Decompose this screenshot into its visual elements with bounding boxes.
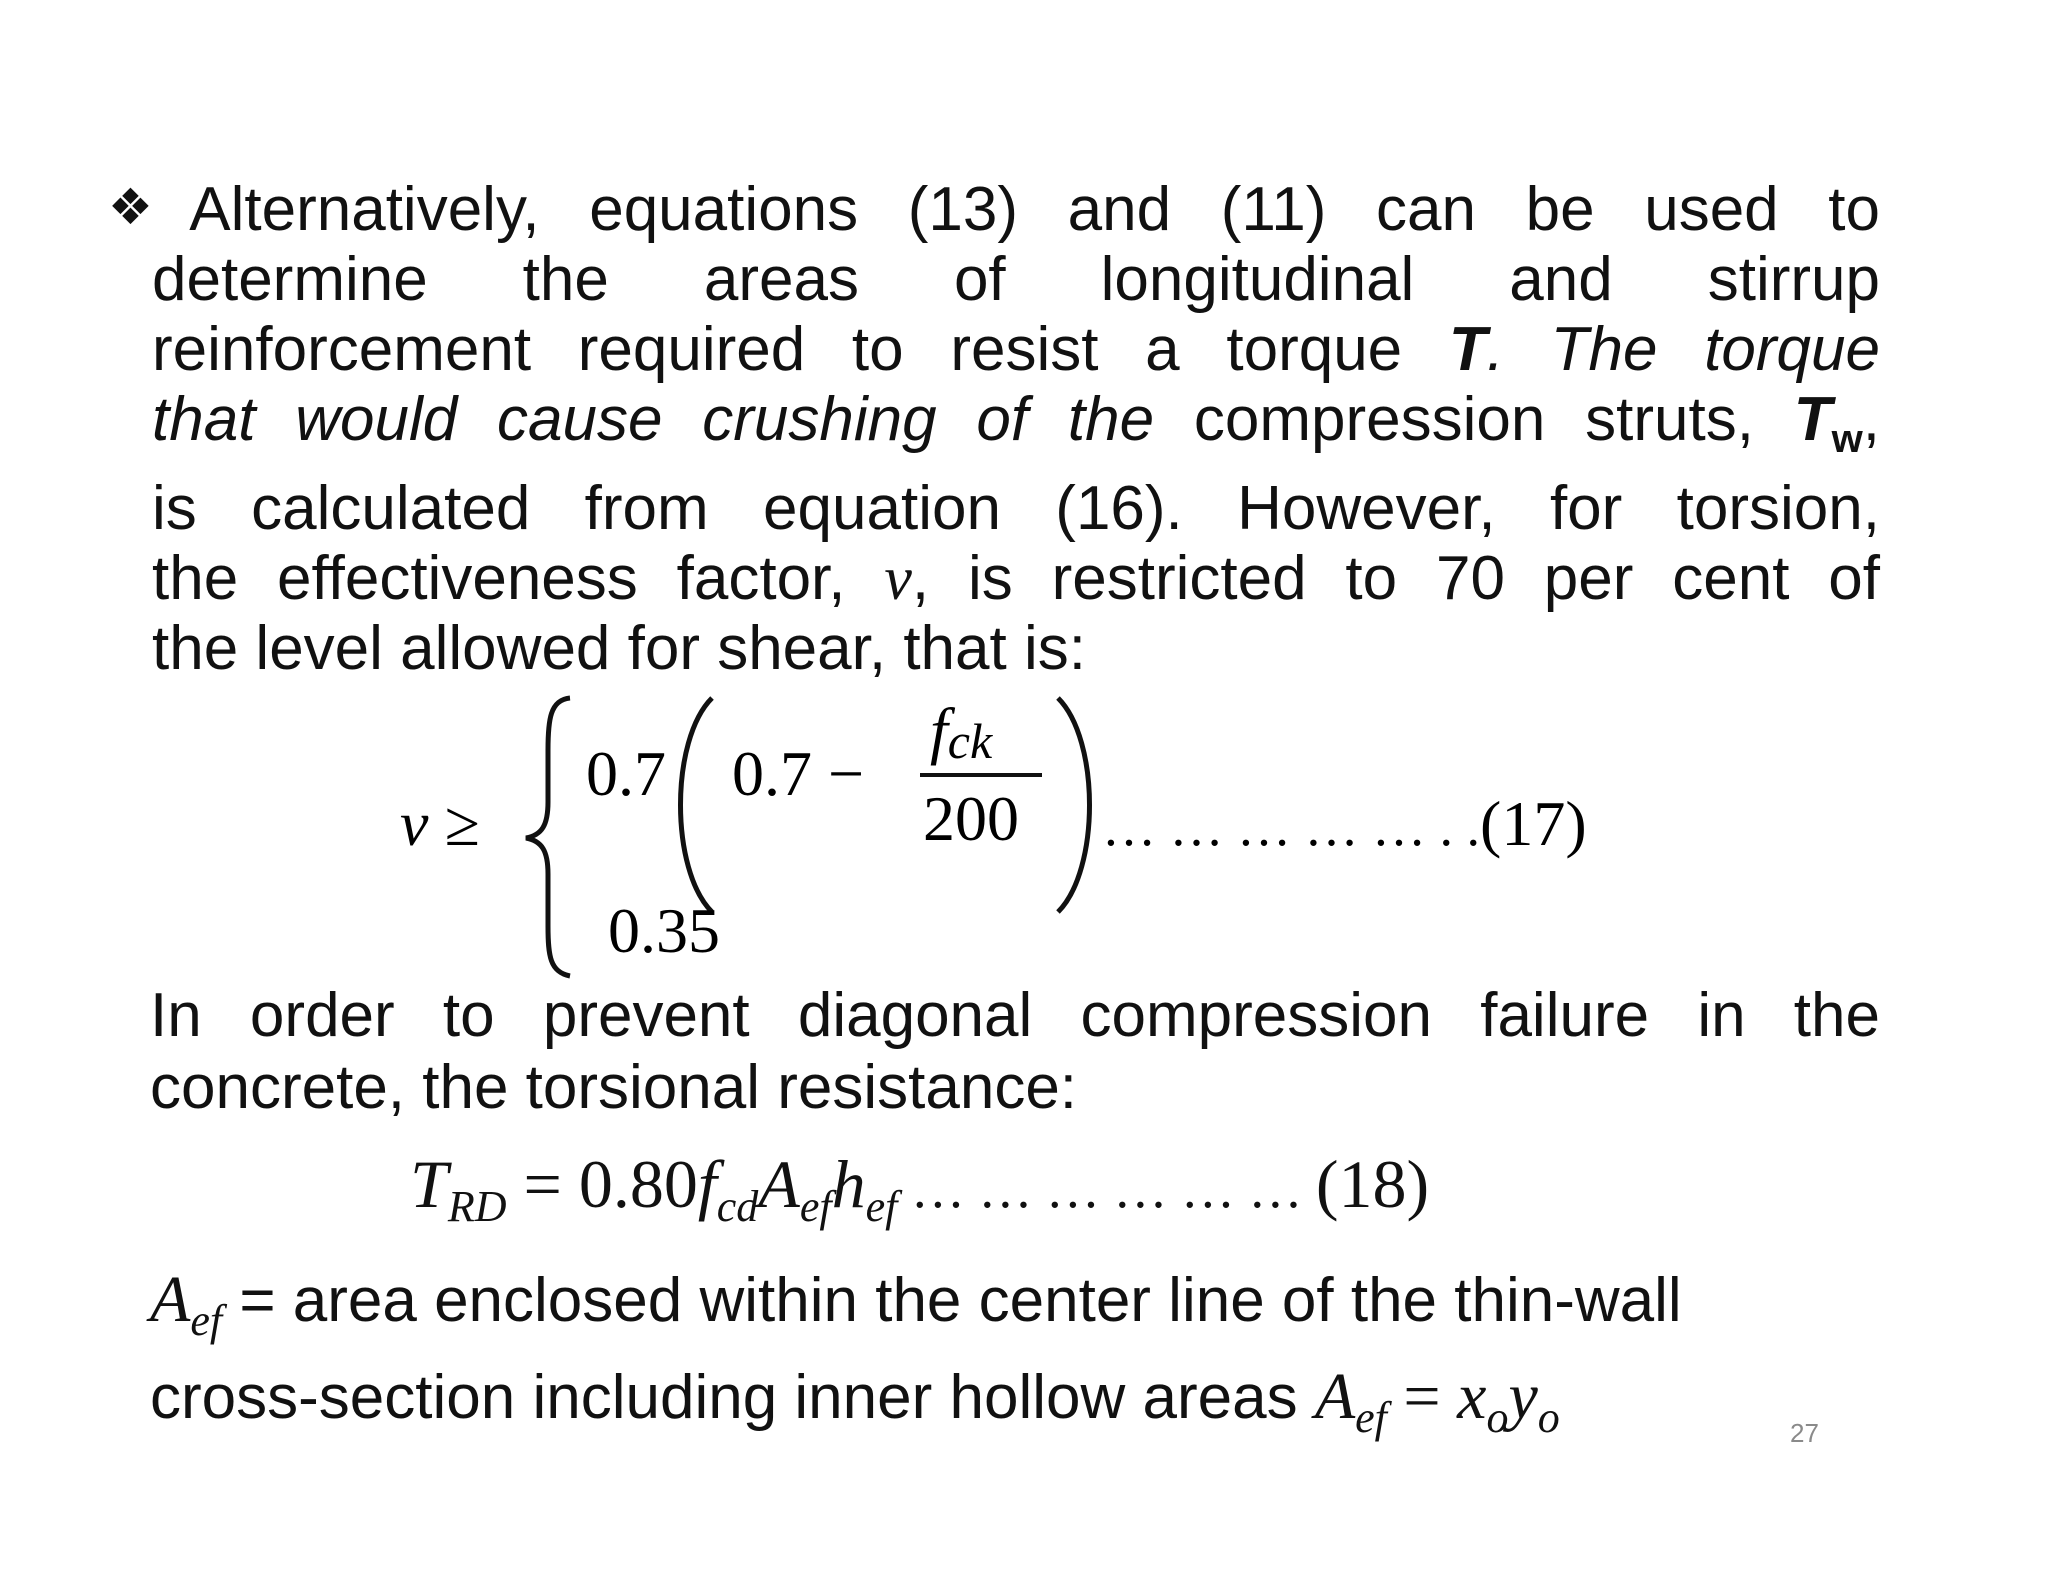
paragraph-line: determine the areas of longitudinal and stirrup bbox=[152, 245, 1880, 314]
paragraph-line: is calculated from equation (16). However, for torsion, bbox=[152, 474, 1880, 543]
h-symbol: h bbox=[831, 1146, 866, 1222]
subscript: cd bbox=[716, 1182, 759, 1231]
left-paren-icon bbox=[681, 698, 713, 912]
subscript: ef bbox=[1355, 1393, 1387, 1442]
text-run: cross-section including inner hollow areas bbox=[150, 1363, 1315, 1432]
torque-symbol: T bbox=[1448, 315, 1487, 384]
f-symbol: f bbox=[930, 695, 948, 766]
case1-inner: 0.7 − bbox=[732, 738, 865, 809]
torque-symbol: T bbox=[1793, 385, 1832, 454]
subscript: RD bbox=[447, 1182, 507, 1231]
x-symbol: x bbox=[1457, 1360, 1487, 1433]
subscript: o bbox=[1486, 1393, 1509, 1442]
text-run: . The torque bbox=[1486, 315, 1880, 384]
case1-coefficient: 0.7 bbox=[586, 738, 666, 809]
paragraph-diagonal-compression bbox=[150, 980, 1880, 1124]
fraction-numerator bbox=[930, 695, 993, 769]
subscript: ef bbox=[190, 1296, 223, 1345]
equation-dots: … … … … … … bbox=[897, 1159, 1316, 1219]
text-run: = area enclosed within the center line of the thin-wall bbox=[222, 1266, 1682, 1335]
subscript: w bbox=[1831, 417, 1863, 461]
subscript: ck bbox=[947, 713, 993, 769]
paragraph-line bbox=[108, 172, 1880, 245]
left-brace-icon bbox=[526, 698, 570, 976]
text-run: that would cause crushing of the bbox=[152, 385, 1155, 454]
equation-18 bbox=[410, 1145, 1710, 1245]
paragraph-torsion-reinforcement bbox=[108, 172, 1881, 684]
fraction-denominator: 200 bbox=[923, 783, 1019, 854]
subscript: ef bbox=[865, 1182, 898, 1231]
paragraph-line bbox=[150, 1262, 1890, 1359]
paragraph-line bbox=[152, 315, 1880, 385]
subscript: o bbox=[1537, 1393, 1560, 1442]
A-symbol: A bbox=[1314, 1360, 1356, 1433]
paragraph-area-definition bbox=[150, 1262, 1890, 1456]
page-number: 27 bbox=[1790, 1418, 1819, 1448]
nu-symbol: ν bbox=[884, 545, 912, 613]
equation-equals: = 0.80 bbox=[506, 1146, 698, 1222]
case2-value: 0.35 bbox=[608, 895, 720, 966]
text-run: , is restricted to 70 per cent of bbox=[911, 544, 1881, 613]
equation-17 bbox=[400, 690, 1700, 980]
equation-number: (18) bbox=[1315, 1146, 1430, 1222]
paragraph-line bbox=[150, 1359, 1890, 1456]
T-symbol: T bbox=[410, 1146, 448, 1222]
equation-17-svg bbox=[400, 690, 1700, 980]
text-run: the effectiveness factor, bbox=[152, 544, 885, 613]
text-run: reinforcement required to resist a torque bbox=[152, 315, 1449, 384]
subscript: ef bbox=[799, 1182, 832, 1231]
equation-lhs: ν ≥ bbox=[400, 788, 480, 859]
paragraph-line: concrete, the torsional resistance: bbox=[150, 1053, 1078, 1122]
right-paren-icon bbox=[1058, 698, 1090, 912]
equation-equals: = bbox=[1386, 1360, 1458, 1433]
equation-dots: … … … … … . . bbox=[1102, 797, 1480, 857]
text-run: compression struts, bbox=[1154, 385, 1794, 454]
paragraph-line bbox=[152, 385, 1880, 474]
A-symbol: A bbox=[758, 1146, 800, 1222]
text-line: Alternatively, equations (13) and (11) can be used to bbox=[189, 175, 1881, 244]
A-symbol: A bbox=[150, 1263, 191, 1336]
paragraph-line: In order to prevent diagonal compression failure in the bbox=[150, 981, 1880, 1050]
paragraph-line: the level allowed for shear, that is: bbox=[152, 614, 1086, 683]
text-run: , bbox=[1862, 385, 1880, 454]
equation-number: (17) bbox=[1480, 788, 1587, 859]
y-symbol: y bbox=[1508, 1360, 1538, 1433]
four-diamond-bullet-icon: ❖ bbox=[108, 179, 186, 235]
f-symbol: f bbox=[697, 1146, 717, 1222]
paragraph-line bbox=[152, 544, 1880, 614]
